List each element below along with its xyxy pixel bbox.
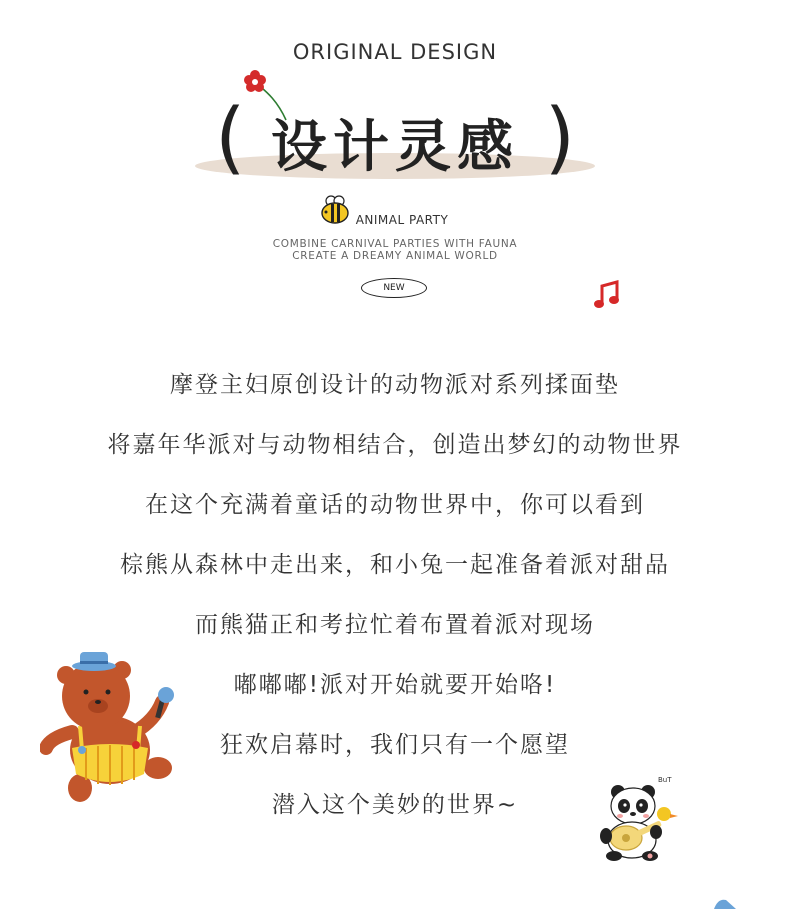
new-badge: NEW	[361, 278, 427, 298]
subheader-line-1: COMBINE CARNIVAL PARTIES WITH FAUNA	[272, 238, 518, 250]
title-paren-left: (	[215, 93, 246, 183]
header-eyebrow: ORIGINAL DESIGN	[292, 40, 498, 64]
body-line-1: 摩登主妇原创设计的动物派对系列揉面垫	[170, 372, 620, 398]
panda-note-text: BuT	[658, 776, 672, 784]
subheader-line-2: CREATE A DREAMY ANIMAL WORLD	[292, 250, 498, 262]
title-block	[195, 95, 595, 190]
title-paren-right: )	[544, 93, 575, 183]
bear-illustration	[40, 650, 180, 805]
blue-corner-shape	[712, 898, 738, 909]
page-title: 设计灵感	[271, 115, 519, 180]
body-line-7: 狂欢启幕时，我们只有一个愿望	[220, 732, 570, 758]
panda-illustration	[596, 772, 686, 864]
body-line-5: 而熊猫正和考拉忙着布置着派对现场	[195, 612, 595, 638]
subheader-label: ANIMAL PARTY	[355, 213, 449, 227]
body-line-2: 将嘉年华派对与动物相结合，创造出梦幻的动物世界	[107, 432, 683, 458]
music-note-icon	[592, 278, 622, 310]
body-line-6: 嘟嘟嘟!派对开始就要开始咯!	[233, 672, 557, 698]
body-line-8: 潜入这个美妙的世界~	[271, 792, 519, 818]
body-line-3: 在这个充满着童话的动物世界中，你可以看到	[145, 492, 645, 518]
body-line-4: 棕熊从森林中走出来，和小兔一起准备着派对甜品	[120, 552, 670, 578]
